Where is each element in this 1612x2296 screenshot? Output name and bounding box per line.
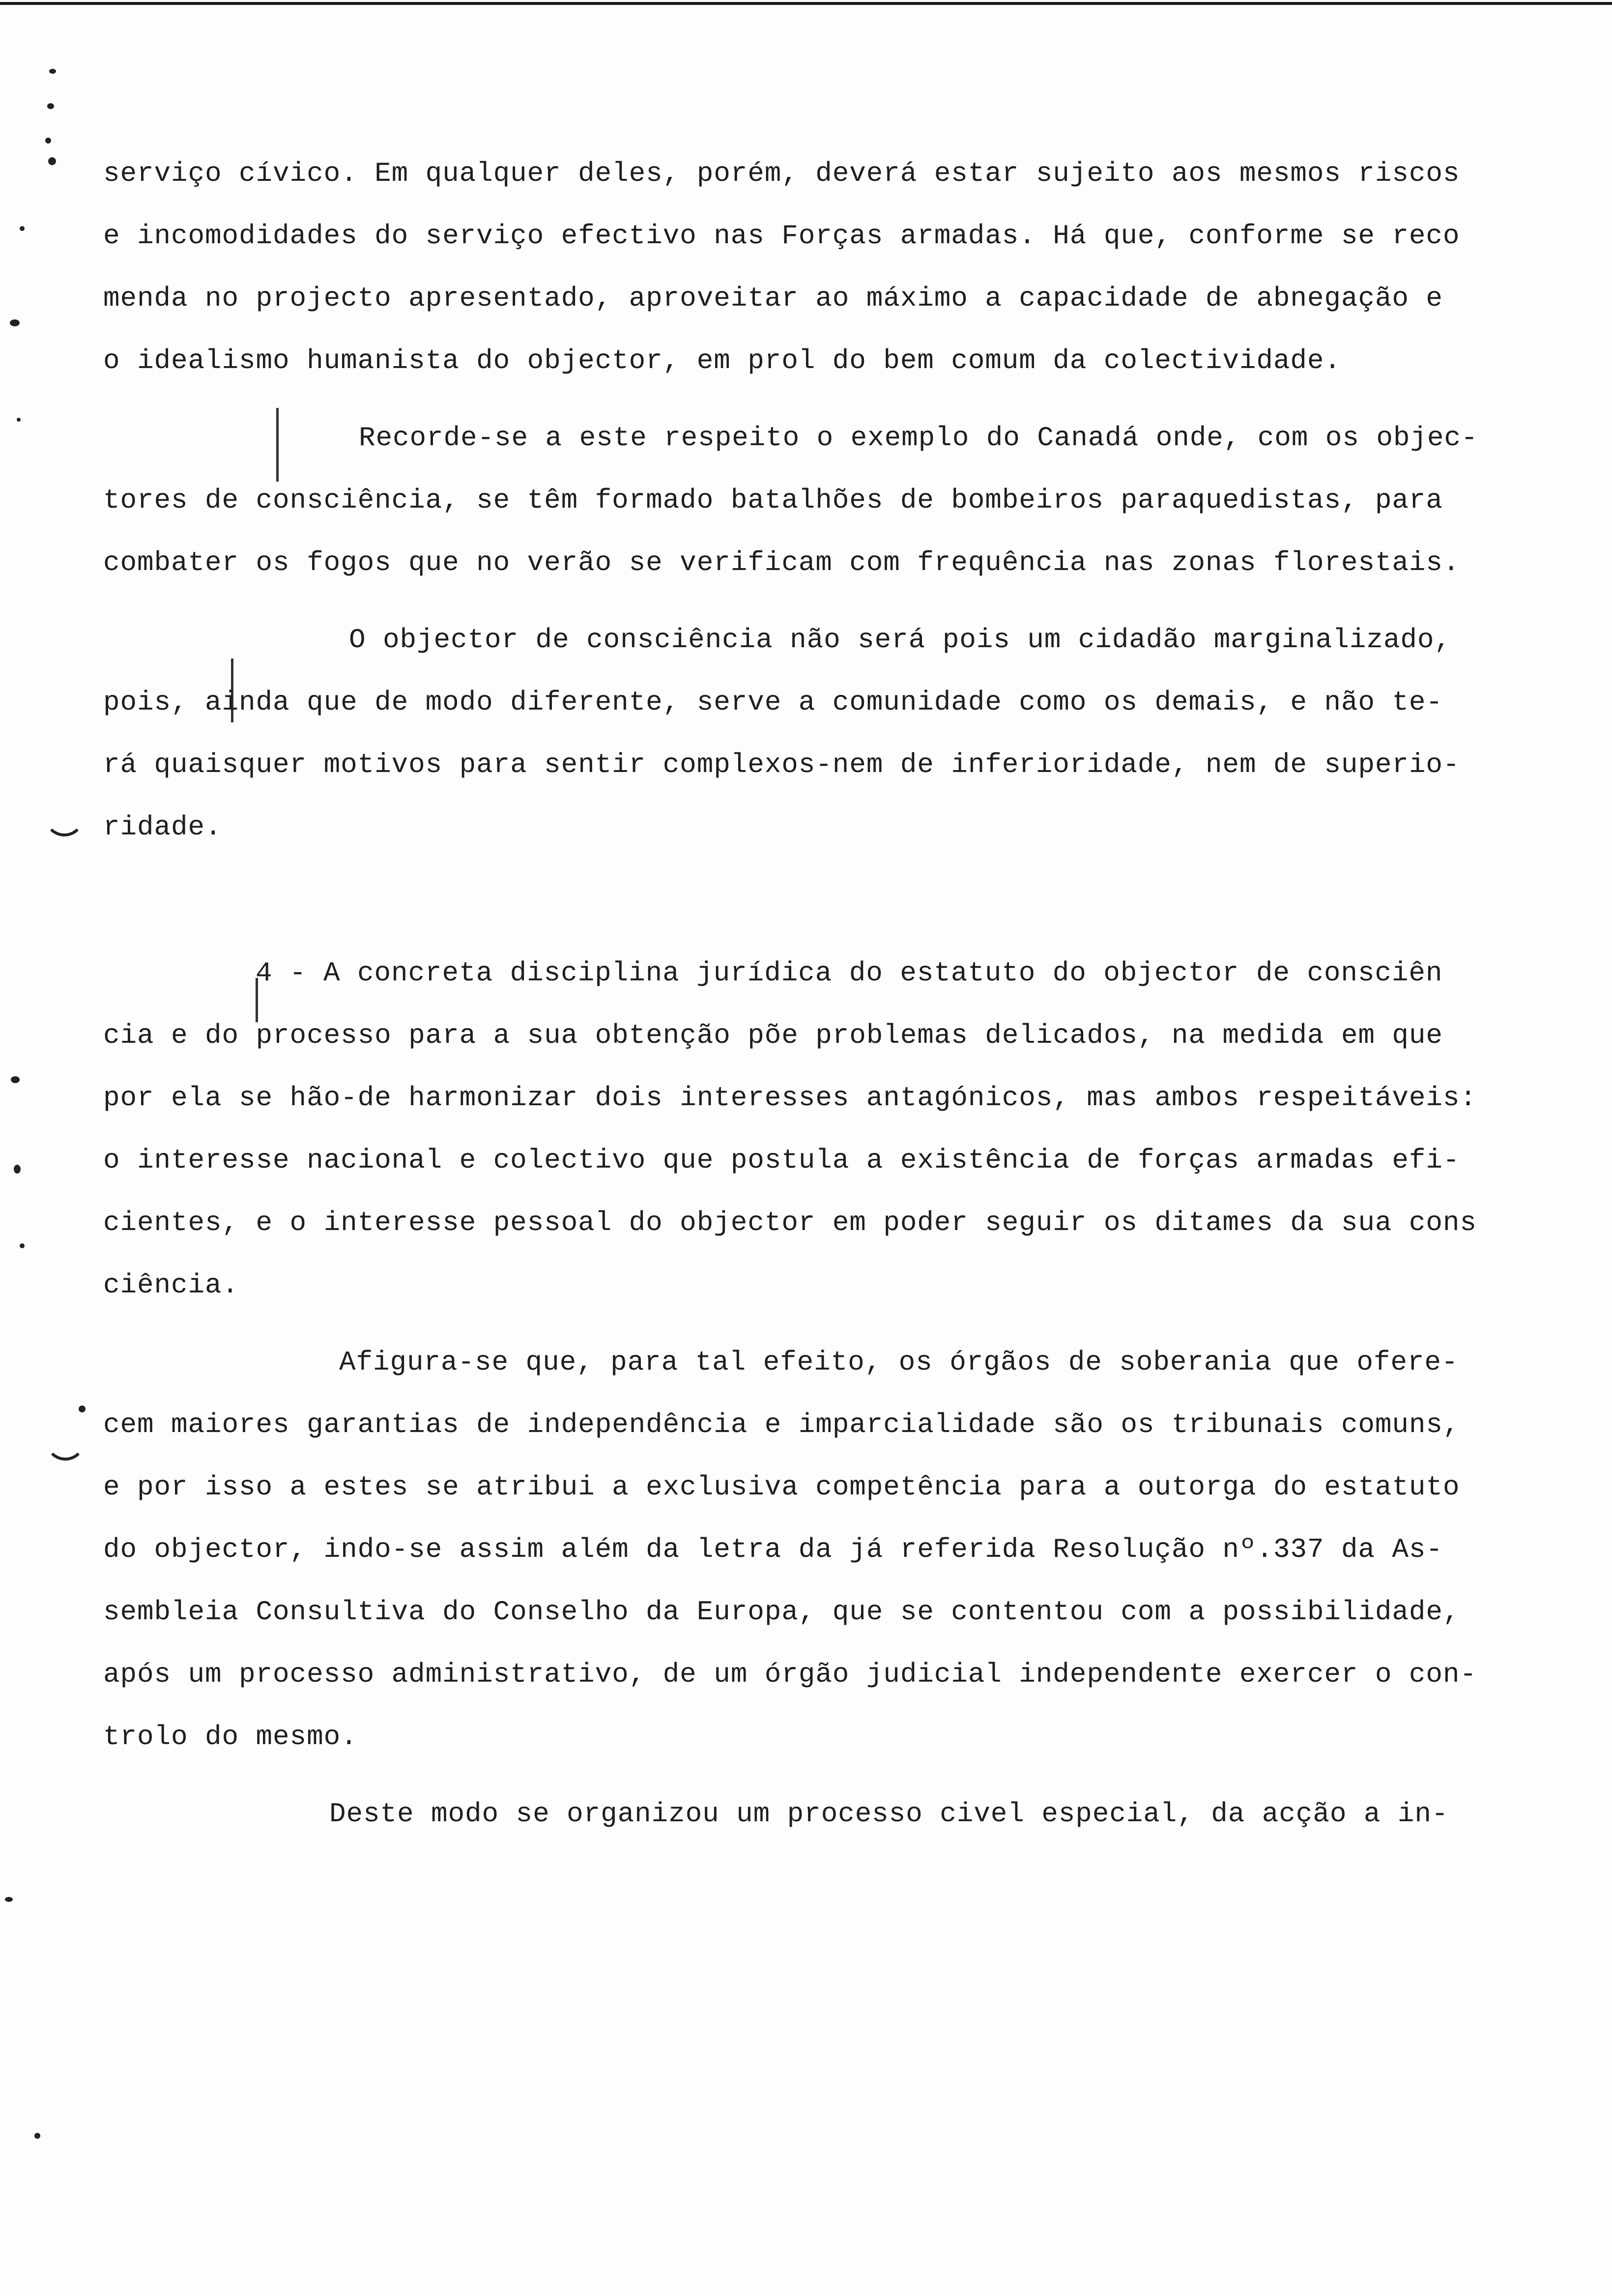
margin-speck — [11, 1076, 20, 1083]
text-line: Recorde-se a este respeito o exemplo do Canadá onde, com os objec- — [359, 422, 1478, 454]
margin-speck — [17, 418, 21, 422]
paragraph — [103, 942, 1568, 1317]
text-line: cientes, e o interesse pessoal do objector em poder seguir os ditames da sua cons — [103, 1207, 1477, 1238]
text-line: o idealismo humanista do objector, em prol do bem comum da colectividade. — [103, 345, 1341, 376]
margin-speck — [20, 226, 25, 231]
paragraph — [103, 407, 1568, 594]
text-line: tores de consciência, se têm formado batalhões de bombeiros paraquedistas, para — [103, 485, 1443, 516]
text-line: e incomodidades do serviço efectivo nas Forças armadas. Há que, conforme se reco — [103, 220, 1460, 252]
text-line: cia e do processo para a sua obtenção põe problemas delicados, na medida em que — [103, 1020, 1443, 1051]
paragraph — [103, 1783, 1568, 1845]
text-line: serviço cívico. Em qualquer deles, porém, deverá estar sujeito aos mesmos riscos — [103, 158, 1460, 189]
margin-mark — [44, 811, 85, 836]
text-line: do objector, indo-se assim além da letra da já referida Resolução nº.337 da As- — [103, 1534, 1443, 1565]
paragraph — [103, 1331, 1568, 1768]
section-heading-line: 4 - A concreta disciplina jurídica do estatuto do objector de consciên — [256, 957, 1443, 989]
text-line: após um processo administrativo, de um órgão judicial independente exercer o con- — [103, 1659, 1477, 1690]
margin-speck — [48, 157, 56, 165]
margin-mark — [45, 1435, 86, 1461]
paragraph — [103, 609, 1568, 859]
section-gap — [103, 873, 1568, 942]
text-line: e por isso a estes se atribui a exclusiva competência para a outorga do estatuto — [103, 1471, 1460, 1503]
text-line: O objector de consciência não será pois um cidadão marginalizado, — [349, 624, 1451, 656]
text-line: rá quaisquer motivos para sentir complexos-nem de inferioridade, nem de superio- — [103, 749, 1460, 780]
margin-speck — [20, 1243, 25, 1248]
margin-speck — [47, 103, 54, 109]
margin-speck — [10, 319, 20, 326]
margin-speck — [5, 1897, 13, 1902]
paragraph — [103, 143, 1568, 392]
text-line: sembleia Consultiva do Conselho da Europa, que se contentou com a possibilidade, — [103, 1596, 1460, 1628]
margin-speck — [79, 1406, 86, 1412]
margin-speck — [49, 69, 56, 74]
document-body — [103, 143, 1568, 1860]
margin-speck — [34, 2133, 40, 2139]
text-line: trolo do mesmo. — [103, 1721, 358, 1752]
margin-speck — [45, 138, 51, 144]
text-line: o interesse nacional e colectivo que postula a existência de forças armadas efi- — [103, 1145, 1460, 1176]
text-line: combater os fogos que no verão se verificam com frequência nas zonas florestais. — [103, 547, 1460, 578]
text-line: menda no projecto apresentado, aproveitar ao máximo a capacidade de abnegação e — [103, 283, 1443, 314]
text-line: Deste modo se organizou um processo civel especial, da acção a in- — [329, 1798, 1449, 1830]
top-border-line — [0, 2, 1612, 5]
text-line: ciência. — [103, 1269, 239, 1301]
text-line: por ela se hão-de harmonizar dois interesses antagónicos, mas ambos respeitáveis: — [103, 1082, 1477, 1114]
text-line: ridade. — [103, 811, 222, 843]
text-line: Afigura-se que, para tal efeito, os órgãos de soberania que ofere- — [339, 1347, 1459, 1378]
text-line: cem maiores garantias de independência e imparcialidade são os tribunais comuns, — [103, 1409, 1460, 1440]
margin-speck — [14, 1165, 21, 1174]
text-line: pois, ainda que de modo diferente, serve a comunidade como os demais, e não te- — [103, 687, 1443, 718]
